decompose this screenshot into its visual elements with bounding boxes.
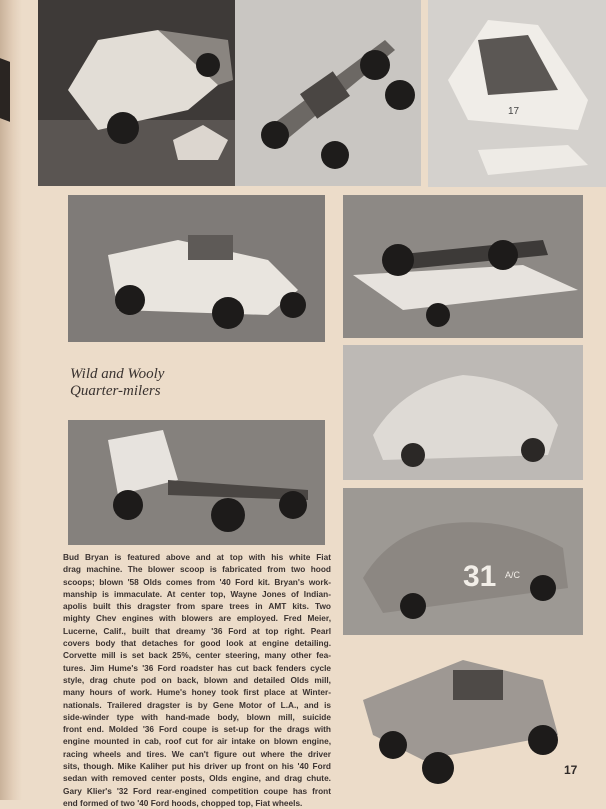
body-line: covers body that detaches for good look at engine detailing. bbox=[63, 638, 331, 649]
body-line: side-winder type with hand-made body, blown mill, suicide bbox=[63, 711, 331, 722]
car-number-decal: 31 bbox=[463, 560, 497, 593]
photo-36-ford-pearl bbox=[428, 0, 606, 187]
body-line: front end. Molded '36 Ford coupe is set-up for the drags with bbox=[63, 724, 331, 735]
body-line: sits, though. Mike Kaliher put his driver up front on his '40 Ford bbox=[63, 761, 331, 772]
body-line: Bud Bryan is featured above and at top with his white Fiat bbox=[63, 552, 331, 562]
body-line: Corvette mill is set back 25%, center steering, many other fea- bbox=[63, 650, 331, 661]
body-line: scoops; blown '58 Olds comes from '40 Ford kit. Bryan's work- bbox=[63, 576, 331, 587]
photo-fiat-body-top bbox=[38, 0, 235, 186]
body-line: Lucerne, Calif., built that dreamy '36 Ford at top right. Pearl bbox=[63, 625, 331, 636]
body-line: racing wheels and tires. We can't figure out where the driver bbox=[63, 748, 331, 759]
body-line: end formed of two '40 Ford hoods, chopped top, Fiat wheels. bbox=[63, 797, 303, 808]
photo-fiat-dragster bbox=[68, 420, 325, 545]
body-line: apolis built this dragster from spare trees in AMT kits. Two bbox=[63, 601, 331, 612]
car-class-decal: A/C bbox=[505, 570, 521, 580]
fiat-number-decal: 17 bbox=[508, 106, 520, 117]
body-line: drag machine. The blower scoop is fabricated from two hood bbox=[63, 564, 331, 575]
photo-40-ford-sedan bbox=[343, 488, 583, 635]
body-line: Gary Klier's '32 Ford rear-engined competition coupe has front bbox=[63, 785, 331, 796]
body-line: engine mounted in cab, roof cut for air intake on blown engine, bbox=[63, 736, 331, 747]
body-line: nationals. Trailered dragster is by Gene Motor of L.A., and is bbox=[63, 699, 331, 710]
body-line: tures. Jim Hume's '36 Ford roadster has cut back fenders cycle bbox=[63, 662, 331, 673]
photo-twin-engine-dragster bbox=[235, 0, 421, 186]
title-line-2: Quarter-milers bbox=[70, 383, 161, 399]
body-line: sedan with removed center posts, Olds engine, and drag chute. bbox=[63, 773, 331, 784]
title-line-1: Wild and Wooly bbox=[70, 366, 165, 382]
body-line: many hours of work. Hume's honey took first place at Winter- bbox=[63, 687, 331, 698]
article-body bbox=[63, 551, 331, 809]
body-line: style, drag chute pod on back, blown and detailed Olds mill, bbox=[63, 674, 331, 685]
photo-32-ford-coupe bbox=[343, 640, 573, 790]
photo-36-ford-roadster bbox=[68, 195, 325, 342]
page-gutter-shadow bbox=[0, 0, 22, 800]
photo-molded-36-coupe bbox=[343, 345, 583, 480]
gutter-mark bbox=[0, 58, 10, 122]
body-line: manship is immaculate. At center top, Wayne Jones of Indian- bbox=[63, 588, 331, 599]
body-line: mighty Chev engines with blowers are employed. Fred Meier, bbox=[63, 613, 331, 624]
article-title bbox=[70, 366, 164, 400]
page-number: 17 bbox=[564, 763, 578, 777]
photo-trailered-dragster bbox=[343, 195, 583, 338]
